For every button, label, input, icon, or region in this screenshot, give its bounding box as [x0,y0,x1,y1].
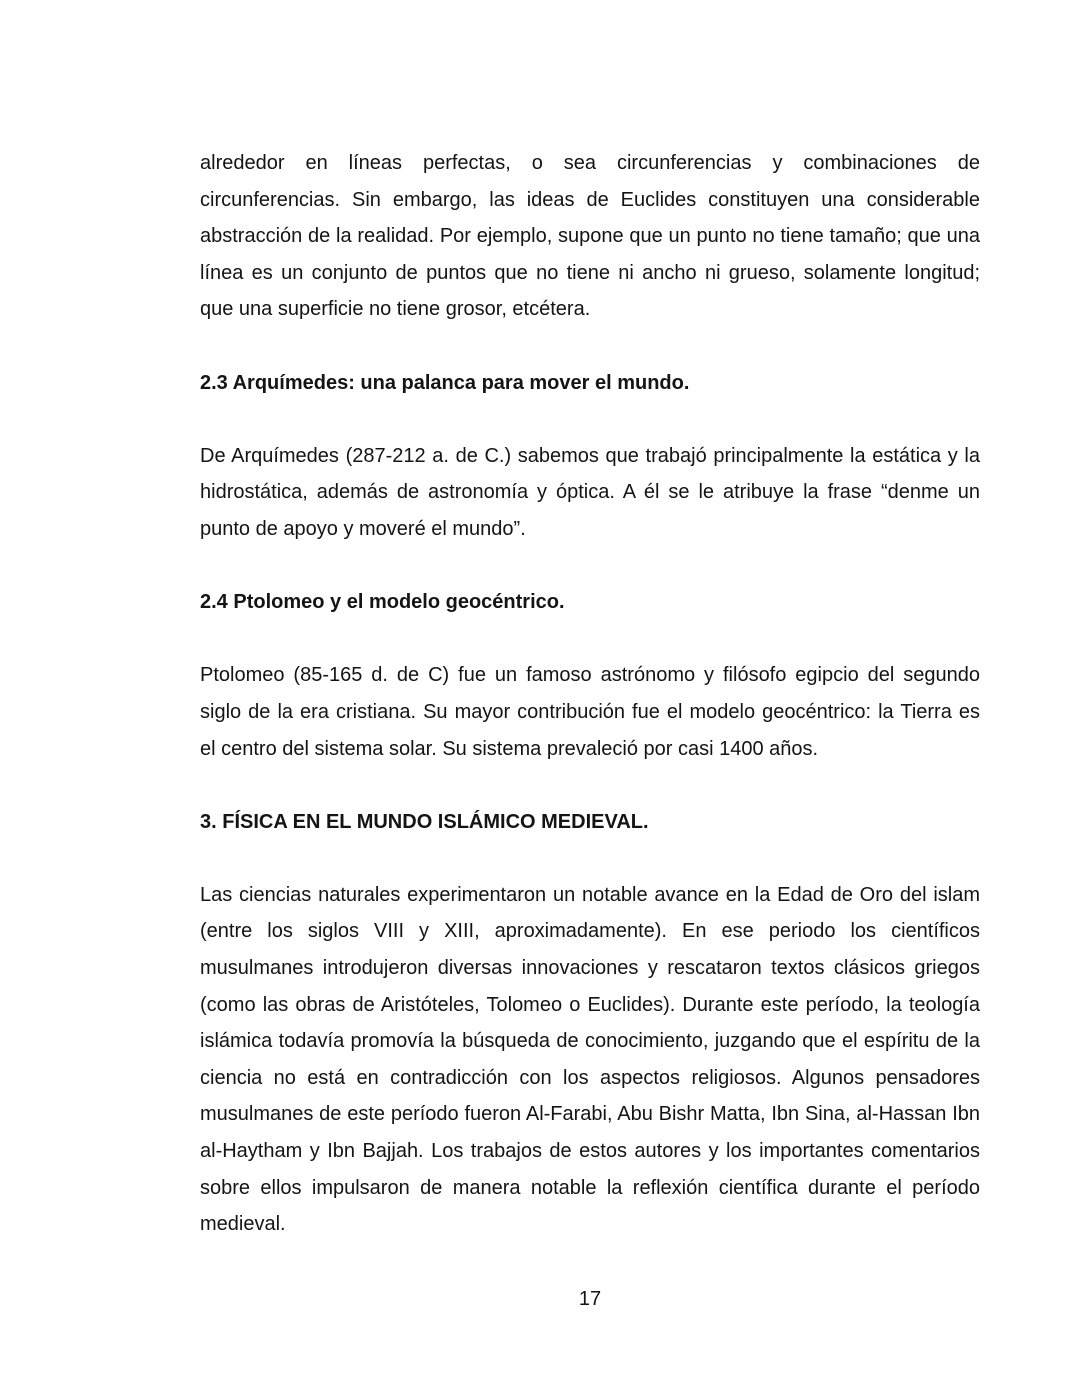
paragraph-euclides-continuation: alrededor en líneas perfectas, o sea circunferencias y combinaciones de circunferencias. Sin embargo, las ideas de Euclides constituyen una considerable abstracción de la realidad. Por ejemplo, supone que un punto no tiene tamaño; que una línea es un conjunto de puntos que no tiene ni ancho ni grueso, solamente longitud; que una superficie no tiene grosor, etcétera. [200,152,980,321]
paragraph-ptolomeo: Ptolomeo (85-165 d. de C) fue un famoso astrónomo y filósofo egipcio del segundo siglo de la era cristiana. Su mayor contribución fue el modelo geocéntrico: la Tierra es el centro del sistema solar. Su sistema prevaleció por casi 1400 años. [200,664,980,760]
section-heading-2-4: 2.4 Ptolomeo y el modelo geocéntrico. [200,591,565,614]
section-heading-2-3: 2.3 Arquímedes: una palanca para mover el mundo. [200,371,690,394]
paragraph-arquimedes: De Arquímedes (287-212 a. de C.) sabemos que trabajó principalmente la estática y la hidrostática, además de astronomía y óptica. A él se le atribuye la frase “denme un punto de apoyo y moveré el mundo”. [200,444,980,540]
page-body [200,145,980,1243]
paragraph-mundo-islamico: Las ciencias naturales experimentaron un notable avance en la Edad de Oro del islam (entre los siglos VIII y XIII, aproximadamente). En ese periodo los científicos musulmanes introdujeron diversas innovaciones y rescataron textos clásicos griegos (como las obras de Aristóteles, Tolomeo o Euclides). Durante este período, la teología islámica todavía promovía la búsqueda de conocimiento, juzgando que el espíritu de la ciencia no está en contradicción con los aspectos religiosos. Algunos pensadores musulmanes de este período fueron Al-Farabi, Abu Bishr Matta, Ibn Sina, al-Hassan Ibn al-Haytham y Ibn Bajjah. Los trabajos de estos autores y los importantes comentarios sobre ellos impulsaron de manera notable la reflexión científica durante el período medieval. [200,883,980,1236]
page-number: 17 [578,1288,602,1310]
section-heading-3: 3. FÍSICA EN EL MUNDO ISLÁMICO MEDIEVAL. [200,810,649,833]
